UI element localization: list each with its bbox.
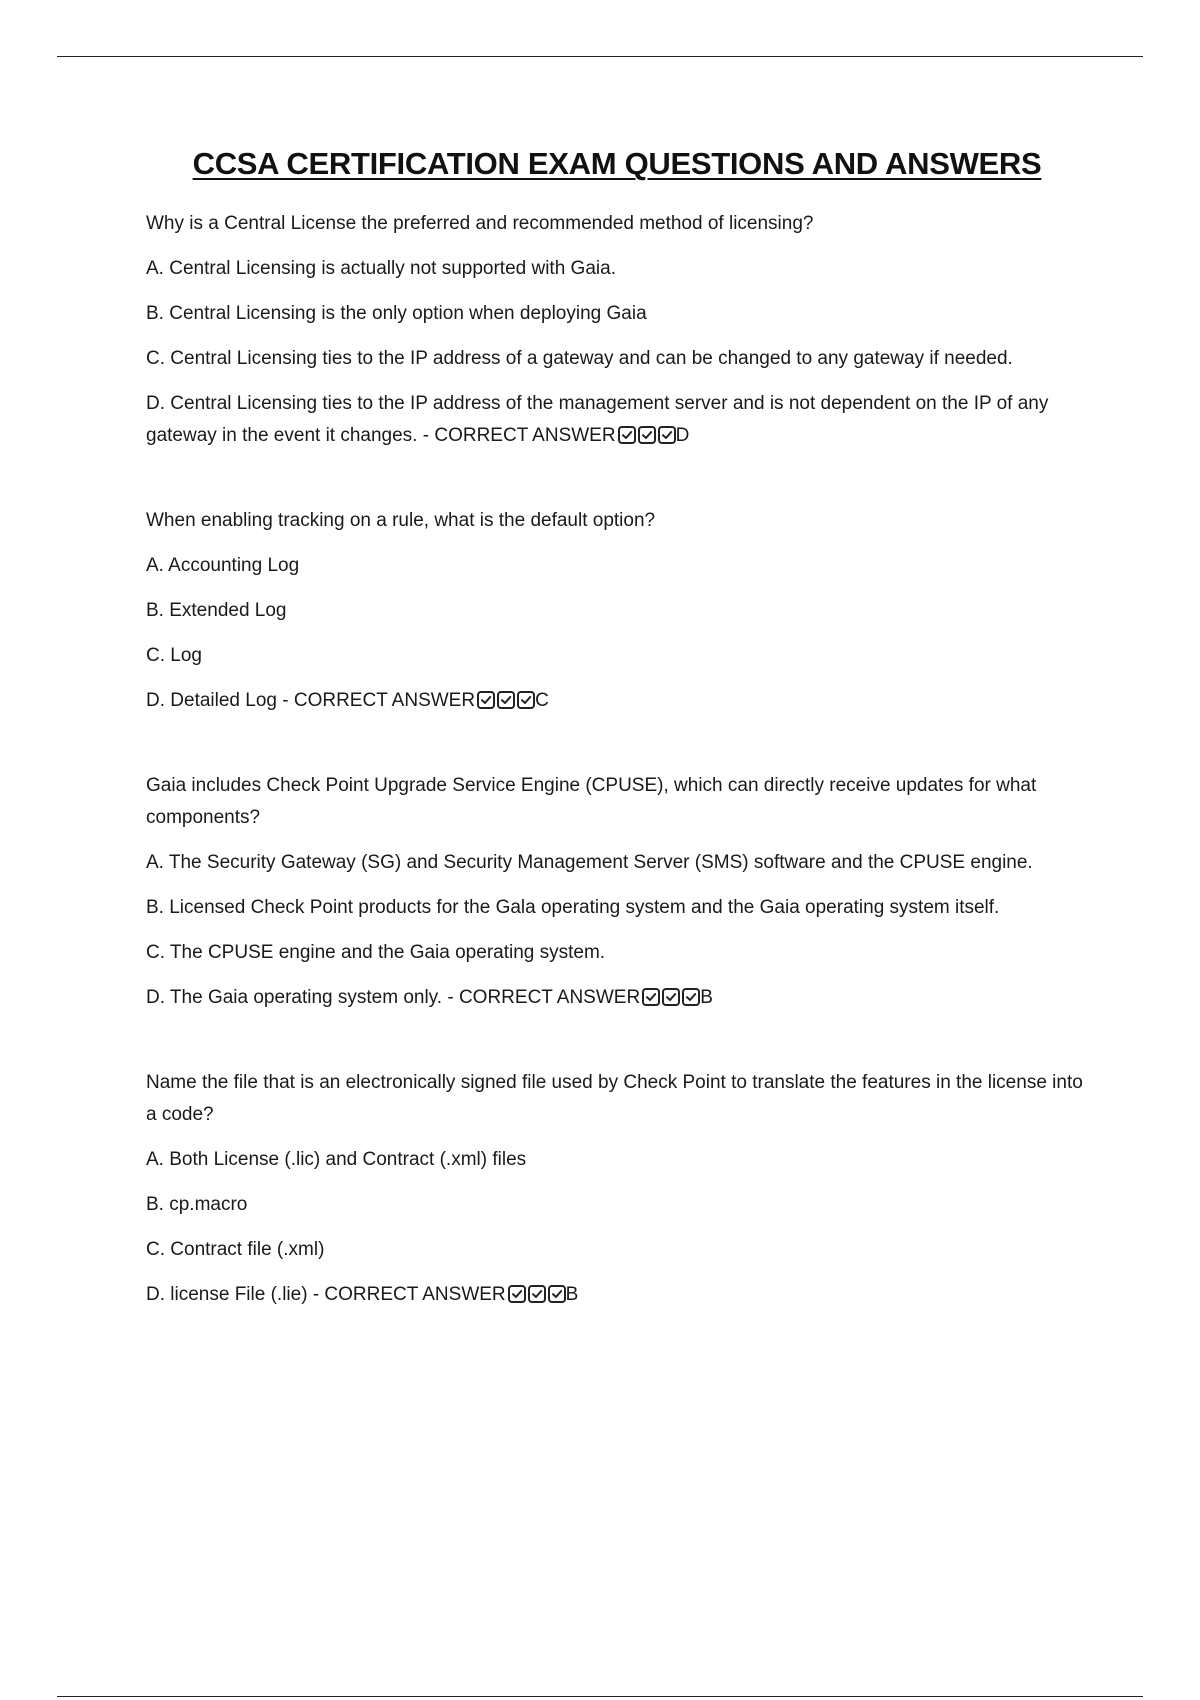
option-c: C. Contract file (.xml)	[146, 1239, 325, 1260]
question-block-3	[146, 770, 1086, 1014]
checkbox-checked-icon	[477, 691, 495, 709]
correct-answer-label: - CORRECT ANSWER	[312, 1284, 506, 1305]
checkbox-checked-icon	[528, 1285, 546, 1303]
checkbox-checked-icon	[642, 988, 660, 1006]
correct-answer-letter: B	[565, 1284, 579, 1305]
option-b: B. Licensed Check Point products for the Gala operating system and the Gaia operating system itself.	[146, 897, 1000, 918]
correct-answer-letter: C	[535, 690, 549, 711]
option-c: C. Log	[146, 645, 202, 666]
option-d: D. Central Licensing ties to the IP address of the management server and is not dependent on the IP of any gateway in the event it changes.	[146, 393, 1049, 446]
checkbox-checked-icon	[658, 426, 676, 444]
option-a: A. Both License (.lic) and Contract (.xml) files	[146, 1149, 527, 1170]
option-d-with-answer	[146, 1279, 1086, 1311]
option-b: B. Central Licensing is the only option when deploying Gaia	[146, 303, 647, 324]
checkbox-checked-icon	[508, 1285, 526, 1303]
correct-answer-letter: D	[675, 425, 690, 446]
checkbox-checked-icon	[662, 988, 680, 1006]
question-block-1	[146, 208, 1086, 452]
correct-answer-label: - CORRECT ANSWER	[447, 987, 641, 1008]
question-text: Name the file that is an electronically signed file used by Check Point to translate the features in the license into a code?	[146, 1072, 1083, 1125]
option-d: D. The Gaia operating system only.	[146, 987, 443, 1008]
option-c: C. The CPUSE engine and the Gaia operating system.	[146, 942, 606, 963]
page-title: CCSA CERTIFICATION EXAM QUESTIONS AND ANSWERS	[192, 146, 1042, 181]
question-text: Gaia includes Check Point Upgrade Service Engine (CPUSE), which can directly receive updates for what components?	[146, 775, 1037, 828]
option-b: B. cp.macro	[146, 1194, 248, 1215]
checkbox-checked-icon	[638, 426, 656, 444]
option-d-with-answer	[146, 388, 1086, 452]
checkbox-checked-icon	[497, 691, 515, 709]
option-d-with-answer	[146, 982, 1086, 1014]
question-text: Why is a Central License the preferred and recommended method of licensing?	[146, 213, 814, 234]
question-block-4	[146, 1067, 1086, 1311]
qa-content	[146, 208, 1086, 1364]
option-a: A. The Security Gateway (SG) and Security Management Server (SMS) software and the CPUSE engine.	[146, 852, 1033, 873]
bottom-rule	[57, 1696, 1143, 1697]
option-b: B. Extended Log	[146, 600, 287, 621]
question-text: When enabling tracking on a rule, what is the default option?	[146, 510, 656, 531]
option-a: A. Central Licensing is actually not supported with Gaia.	[146, 258, 616, 279]
checkbox-checked-icon	[517, 691, 535, 709]
option-a: A. Accounting Log	[146, 555, 300, 576]
option-c: C. Central Licensing ties to the IP address of a gateway and can be changed to any gateway if needed.	[146, 348, 1013, 369]
top-rule	[57, 56, 1143, 57]
correct-answer-label: - CORRECT ANSWER	[282, 690, 476, 711]
option-d-with-answer	[146, 685, 1086, 717]
checkbox-checked-icon	[548, 1285, 566, 1303]
option-d: D. license File (.lie)	[146, 1284, 308, 1305]
correct-answer-letter: B	[700, 987, 713, 1008]
correct-answer-label: - CORRECT ANSWER	[422, 425, 616, 446]
checkbox-checked-icon	[682, 988, 700, 1006]
option-d: D. Detailed Log	[146, 690, 277, 711]
checkbox-checked-icon	[618, 426, 636, 444]
question-block-2	[146, 505, 1086, 717]
